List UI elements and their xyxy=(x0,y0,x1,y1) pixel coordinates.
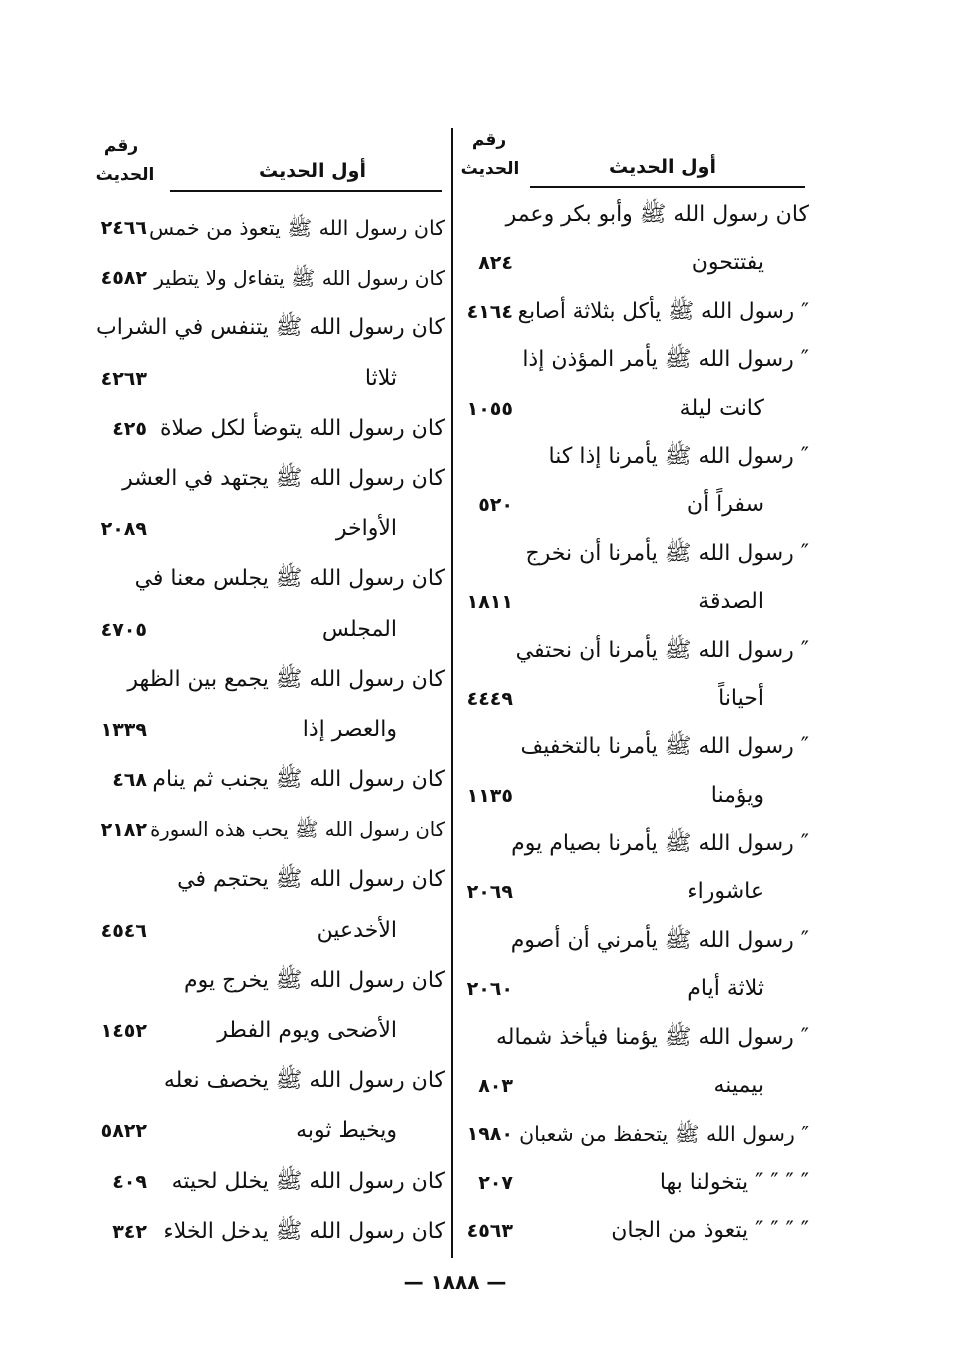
hadith-opening-text: كان رسول الله ﷺ يجمع بين الظهر xyxy=(127,666,445,692)
page-number: — ١٨٨٨ — xyxy=(403,1270,507,1294)
index-row xyxy=(463,917,811,965)
hadith-number: ١٤٥٢ xyxy=(100,1020,147,1042)
hadith-number: ٤٥٨٢ xyxy=(100,267,147,290)
hadith-continuation-text: يفتتحون xyxy=(691,250,764,276)
index-row xyxy=(95,1006,447,1056)
hadith-opening-text: ″ رسول الله ﷺ يأمرنا إذا كنا xyxy=(548,443,809,469)
hadith-opening-text: كان رسول الله يتوضأ لكل صلاة xyxy=(160,415,445,441)
hadith-opening-text: كان رسول الله ﷺ يخصف نعله xyxy=(163,1068,445,1094)
index-row xyxy=(463,675,811,723)
right-header-number-label: رقم xyxy=(471,130,507,150)
hadith-number: ٢٠٦٠ xyxy=(466,978,513,1001)
index-row xyxy=(95,655,447,705)
index-row xyxy=(95,1207,447,1257)
index-row xyxy=(463,772,811,820)
hadith-continuation-text: ويؤمنا xyxy=(710,782,764,808)
left-header-title: أول الحديث xyxy=(259,160,366,182)
index-row xyxy=(463,1014,811,1062)
index-row xyxy=(95,705,447,755)
hadith-opening-text: كان رسول الله ﷺ يخلل لحيته xyxy=(171,1168,445,1194)
right-header-title: أول الحديث xyxy=(609,156,716,178)
hadith-continuation-text: أحياناً xyxy=(718,685,764,711)
hadith-number: ٢٠٨٩ xyxy=(100,518,147,541)
index-row xyxy=(95,203,447,253)
hadith-number: ٨٢٤ xyxy=(478,252,513,275)
hadith-continuation-text: الصدقة xyxy=(698,589,764,615)
index-row xyxy=(95,404,447,454)
hadith-continuation-text: المجلس xyxy=(321,616,397,642)
hadith-number: ١٠٥٥ xyxy=(466,397,513,420)
hadith-number: ١١٣٥ xyxy=(466,784,513,807)
hadith-number: ١٨١١ xyxy=(466,591,513,614)
hadith-number: ٨٠٣ xyxy=(478,1075,513,1098)
index-row xyxy=(463,627,811,675)
hadith-opening-text: ″ رسول الله ﷺ يأكل بثلاثة أصابع xyxy=(517,298,809,324)
index-row xyxy=(463,965,811,1013)
index-row xyxy=(463,385,811,433)
index-row xyxy=(463,868,811,916)
hadith-number: ٣٤٢ xyxy=(112,1220,147,1243)
hadith-number: ٤٤٤٩ xyxy=(466,687,513,710)
hadith-continuation-text: ثلاثة أيام xyxy=(687,976,764,1002)
hadith-continuation-text: عاشوراء xyxy=(687,879,764,905)
hadith-number: ٤٥٦٣ xyxy=(466,1220,513,1243)
hadith-opening-text: كان رسول الله ﷺ يجتهد في العشر xyxy=(122,465,445,491)
hadith-continuation-text: سفراً أن xyxy=(686,492,764,518)
index-row xyxy=(95,805,447,855)
right-header-rule xyxy=(530,186,805,188)
hadith-continuation-text: بيمينه xyxy=(713,1073,764,1099)
hadith-number: ٥٨٢٢ xyxy=(100,1120,147,1143)
hadith-opening-text: كان رسول الله ﷺ يجلس معنا في xyxy=(134,566,445,592)
index-row xyxy=(463,723,811,771)
hadith-continuation-text: الأخدعين xyxy=(316,917,397,943)
hadith-number: ٢٠٧ xyxy=(478,1171,513,1194)
hadith-opening-text: كان رسول الله ﷺ وأبو بكر وعمر xyxy=(505,202,809,227)
hadith-opening-text: كان رسول الله ﷺ يتفاءل ولا يتطير xyxy=(154,266,445,291)
column-divider xyxy=(451,128,453,1258)
hadith-continuation-text: ثلاثا xyxy=(364,365,397,391)
left-header-number-label: رقم xyxy=(103,136,139,156)
hadith-opening-text: ″ رسول الله ﷺ يأمرنا أن نخرج xyxy=(525,540,809,566)
index-row xyxy=(95,1056,447,1106)
index-row xyxy=(95,1157,447,1207)
index-row xyxy=(95,906,447,956)
hadith-number: ٤٢٥ xyxy=(112,417,147,440)
hadith-opening-text: ″ رسول الله ﷺ يأمر المؤذن إذا xyxy=(522,347,809,373)
index-row xyxy=(463,1207,811,1255)
hadith-number: ١٩٨٠ xyxy=(466,1123,513,1146)
hadith-number: ١٣٣٩ xyxy=(100,718,147,741)
index-row xyxy=(463,820,811,868)
index-row xyxy=(95,354,447,404)
index-row xyxy=(463,1062,811,1110)
hadith-number: ٥٢٠ xyxy=(478,494,513,517)
hadith-opening-text: ″ ″ ″ ″ يتخولنا بها xyxy=(659,1169,809,1195)
hadith-number: ٢١٨٢ xyxy=(100,819,147,842)
index-row xyxy=(463,578,811,626)
left-header-rule xyxy=(170,190,442,192)
hadith-opening-text: كان رسول الله ﷺ يحتجم في xyxy=(177,867,445,893)
right-index-column xyxy=(463,191,811,1256)
index-row xyxy=(463,1110,811,1158)
hadith-number: ٤٠٩ xyxy=(112,1170,147,1193)
hadith-number: ٤٦٨ xyxy=(112,769,147,792)
hadith-continuation-text: الأضحى ويوم الفطر xyxy=(217,1018,397,1043)
left-index-column xyxy=(95,203,447,1257)
index-row xyxy=(95,605,447,655)
hadith-opening-text: ″ رسول الله ﷺ يأمرنا بصيام يوم xyxy=(511,831,809,857)
hadith-continuation-text: والعصر إذا xyxy=(302,716,397,742)
hadith-continuation-text: الأواخر xyxy=(335,516,397,542)
index-row xyxy=(95,554,447,604)
hadith-opening-text: كان رسول الله ﷺ يتنفس في الشراب xyxy=(95,315,445,341)
index-row xyxy=(95,303,447,353)
hadith-continuation-text: كانت ليلة xyxy=(679,395,764,421)
index-row xyxy=(463,288,811,336)
hadith-number: ٤١٦٤ xyxy=(466,300,513,323)
hadith-opening-text: كان رسول الله ﷺ يدخل الخلاء xyxy=(163,1218,445,1244)
index-row xyxy=(463,191,811,239)
index-row xyxy=(463,530,811,578)
hadith-number: ٢٤٦٦ xyxy=(100,217,147,239)
index-row xyxy=(95,1106,447,1156)
index-row xyxy=(95,956,447,1006)
hadith-opening-text: ″ رسول الله ﷺ يؤمنا فيأخذ شماله xyxy=(495,1024,809,1050)
hadith-opening-text: كان رسول الله ﷺ يحب هذه السورة xyxy=(150,818,445,842)
hadith-opening-text: كان رسول الله ﷺ يتعوذ من خمس xyxy=(149,216,445,240)
hadith-number: ٤٧٠٥ xyxy=(100,618,147,641)
hadith-continuation-text: ويخيط ثوبه xyxy=(296,1118,397,1144)
index-row xyxy=(95,253,447,303)
hadith-opening-text: ″ رسول الله ﷺ يأمرني أن أصوم xyxy=(510,927,809,953)
left-header-number-label-sub: الحديث xyxy=(95,165,155,185)
hadith-number: ٤٥٤٦ xyxy=(100,919,147,942)
hadith-opening-text: كان رسول الله ﷺ يجنب ثم ينام xyxy=(152,767,445,793)
index-row xyxy=(95,755,447,805)
index-row xyxy=(463,433,811,481)
index-row xyxy=(463,481,811,529)
hadith-opening-text: ″ رسول الله ﷺ يتحفظ من شعبان xyxy=(519,1122,809,1147)
index-row xyxy=(95,855,447,905)
index-row xyxy=(463,1159,811,1207)
hadith-number: ٢٠٦٩ xyxy=(466,881,513,904)
hadith-opening-text: ″ ″ ″ ″ يتعوذ من الجان xyxy=(611,1218,809,1244)
index-row xyxy=(463,239,811,287)
hadith-opening-text: كان رسول الله ﷺ يخرج يوم xyxy=(184,967,445,993)
index-row xyxy=(95,504,447,554)
index-row xyxy=(463,336,811,384)
hadith-opening-text: ″ رسول الله ﷺ يأمرنا بالتخفيف xyxy=(520,734,809,760)
index-row xyxy=(95,454,447,504)
hadith-opening-text: ″ رسول الله ﷺ يأمرنا أن نحتفي xyxy=(515,637,809,663)
right-header-number-label-sub: الحديث xyxy=(460,159,520,179)
hadith-number: ٤٢٦٣ xyxy=(100,367,147,390)
